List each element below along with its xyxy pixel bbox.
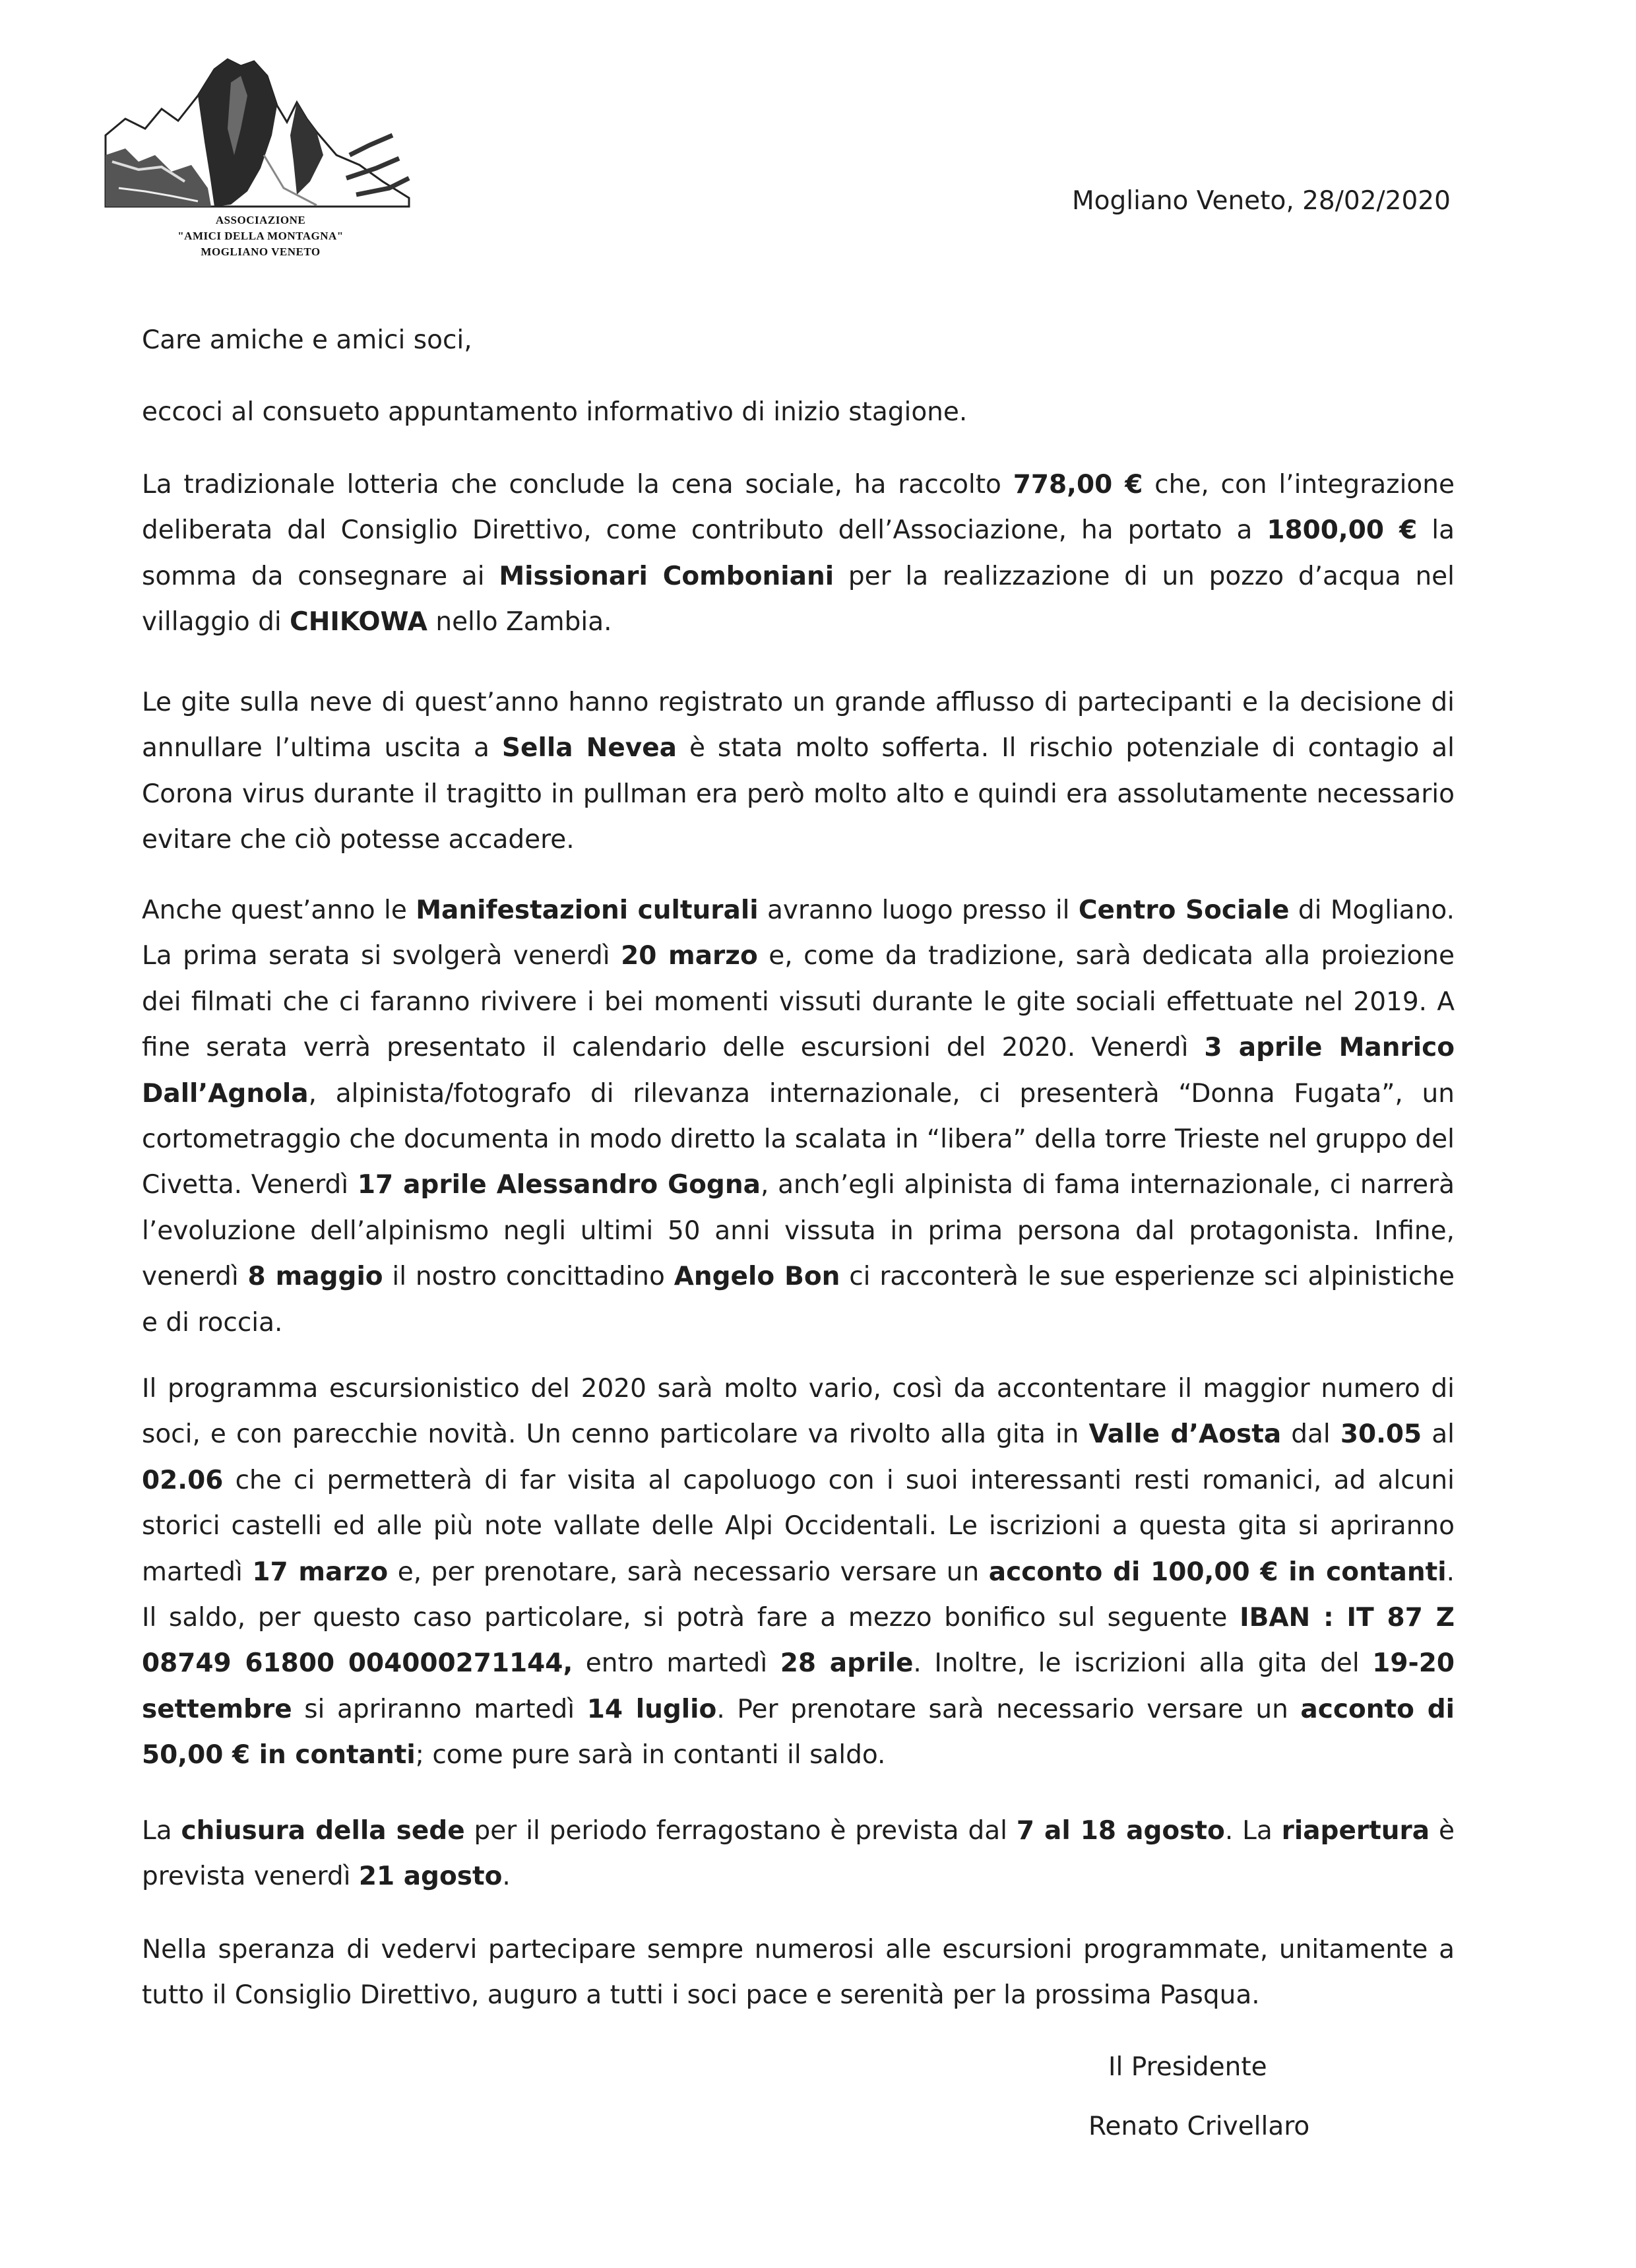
text: la somma da consegnare ai xyxy=(142,515,1455,591)
mountain-logo-icon xyxy=(99,56,422,208)
bold-text: 14 luglio xyxy=(586,1694,717,1724)
text: dal xyxy=(1281,1419,1340,1450)
bold-text: 02.06 xyxy=(142,1465,224,1495)
text: Anche quest’anno le xyxy=(142,895,416,925)
bold-text: 28 aprile xyxy=(780,1648,914,1679)
text: al xyxy=(1422,1419,1455,1450)
text: . xyxy=(502,1862,511,1892)
text: , alpinista/fotografo di rilevanza internazionale, ci presenterà “Donna Fugata”, un cortometraggio che documenta in modo diretto la scalata in “libera” della torre Trieste nel gruppo del Civetta. Venerdì xyxy=(142,1078,1455,1200)
text: che, con l’integrazione deliberata dal Consiglio Direttivo, come contributo dell’Associazione, ha portato a xyxy=(142,470,1455,546)
text: per la realizzazione di un pozzo d’acqua nel villaggio di xyxy=(142,561,1455,637)
intro-paragraph: eccoci al consueto appuntamento informativo di inizio stagione. xyxy=(142,397,968,427)
bold-text: chiusura della sede xyxy=(181,1816,465,1846)
text: ; come pure sarà in contanti il saldo. xyxy=(415,1740,886,1770)
text: che ci permetterà di far visita al capoluogo con i suoi interessanti resti romanici, ad alcuni storici castelli ed alle più note vallate delle Alpi Occidentali. Le iscrizioni a questa gita si apriranno martedì xyxy=(142,1465,1455,1587)
bold-text: Sella Nevea xyxy=(501,733,677,763)
text: ci racconterà le sue esperienze sci alpinistiche e di roccia. xyxy=(142,1262,1455,1338)
text: avranno luogo presso il xyxy=(758,895,1079,925)
text: , anch’egli alpinista di fama internazionale, ci narrerà l’evoluzione dell’alpinismo negli ultimi 50 anni vissuta in prima persona dal protagonista. Infine, venerdì xyxy=(142,1170,1455,1292)
bold-text: 19-20 settembre xyxy=(142,1648,1455,1724)
paragraph-office-closure xyxy=(142,1808,1455,1900)
text: Il programma escursionistico del 2020 sarà molto vario, così da accontentare il maggior numero di soci, e con parecchie novità. Un cenno particolare va rivolto alla gita in xyxy=(142,1374,1455,1450)
text: . La xyxy=(1224,1816,1282,1846)
paragraph-snow-trips xyxy=(142,680,1455,863)
bold-text: CHIKOWA xyxy=(290,607,427,637)
bold-text: Centro Sociale xyxy=(1078,895,1290,925)
text: entro martedì xyxy=(573,1648,780,1679)
text: . Il saldo, per questo caso particolare, si potrà fare a mezzo bonifico sul seguente xyxy=(142,1557,1455,1633)
text: . Inoltre, le iscrizioni alla gita del xyxy=(913,1648,1373,1679)
paragraph-cultural-events xyxy=(142,888,1455,1345)
bold-text: 17 marzo xyxy=(252,1557,389,1587)
bold-text: 17 aprile Alessandro Gogna xyxy=(357,1170,761,1200)
bold-text: 30.05 xyxy=(1340,1419,1422,1450)
text: e, come da tradizione, sarà dedicata alla proiezione dei filmati che ci faranno rivivere i bei momenti vissuti durante le gite sociali effettuate nel 2019. A fine serata verrà presentato il calendario delle escursioni del 2020. Venerdì xyxy=(142,941,1455,1063)
text: è prevista venerdì xyxy=(142,1816,1455,1892)
text: per il periodo ferragostano è prevista dal xyxy=(464,1816,1017,1846)
bold-text: 778,00 € xyxy=(1013,470,1143,500)
text: nello Zambia. xyxy=(427,607,612,637)
bold-text: acconto di 50,00 € in contanti xyxy=(142,1694,1455,1770)
bold-text: 20 marzo xyxy=(621,941,758,971)
bold-text: 1800,00 € xyxy=(1267,515,1418,546)
bold-text: Missionari Comboniani xyxy=(499,561,834,591)
salutation: Care amiche e amici soci, xyxy=(142,325,472,355)
signature-name: Renato Crivellaro xyxy=(1088,2112,1310,2141)
bold-text: 3 aprile Manrico Dall’Agnola xyxy=(142,1033,1455,1109)
bold-text: Angelo Bon xyxy=(674,1262,840,1292)
paragraph-excursion-program xyxy=(142,1366,1455,1778)
text: di Mogliano. La prima serata si svolgerà venerdì xyxy=(142,895,1455,971)
association-logo xyxy=(99,56,422,274)
paragraph-lottery xyxy=(142,462,1455,645)
logo-line-3: MOGLIANO VENETO xyxy=(201,245,321,258)
place-date: Mogliano Veneto, 28/02/2020 xyxy=(1072,186,1451,216)
text: La tradizionale lotteria che conclude la cena sociale, ha raccolto xyxy=(142,470,1013,500)
bold-text: Manifestazioni culturali xyxy=(416,895,759,925)
bold-text: Valle d’Aosta xyxy=(1088,1419,1282,1450)
iban: IBAN : IT 87 Z 08749 61800 004000271144, xyxy=(142,1603,1455,1679)
text: il nostro concittadino xyxy=(383,1262,674,1292)
bold-text: 8 maggio xyxy=(247,1262,383,1292)
logo-line-1: ASSOCIAZIONE xyxy=(215,214,306,226)
paragraph-closing-wishes: Nella speranza di vedervi partecipare sempre numerosi alle escursioni programmate, unitamente a tutto il Consiglio Direttivo, auguro a tutti i soci pace e serenità per la prossima Pasqua. xyxy=(142,1935,1455,2011)
bold-text: 7 al 18 agosto xyxy=(1016,1816,1225,1846)
text: . Per prenotare sarà necessario versare un xyxy=(716,1694,1301,1724)
bold-text: riapertura xyxy=(1281,1816,1430,1846)
bold-text: 21 agosto xyxy=(358,1862,503,1892)
logo-line-2: "AMICI DELLA MONTAGNA" xyxy=(177,230,344,242)
text: La xyxy=(142,1816,181,1846)
text: e, per prenotare, sarà necessario versare un xyxy=(388,1557,989,1587)
text: Le gite sulla neve di quest’anno hanno registrato un grande afflusso di partecipanti e la decisione di annullare l’ultima uscita a xyxy=(142,688,1455,763)
bold-text: acconto di 100,00 € in contanti xyxy=(988,1557,1447,1587)
signature-title: Il Presidente xyxy=(1108,2052,1267,2082)
text: è stata molto sofferta. Il rischio potenziale di contagio al Corona virus durante il tragitto in pullman era però molto alto e quindi era assolutamente necessario evitare che ciò potesse accadere. xyxy=(142,733,1455,855)
text: si apriranno martedì xyxy=(292,1694,587,1724)
